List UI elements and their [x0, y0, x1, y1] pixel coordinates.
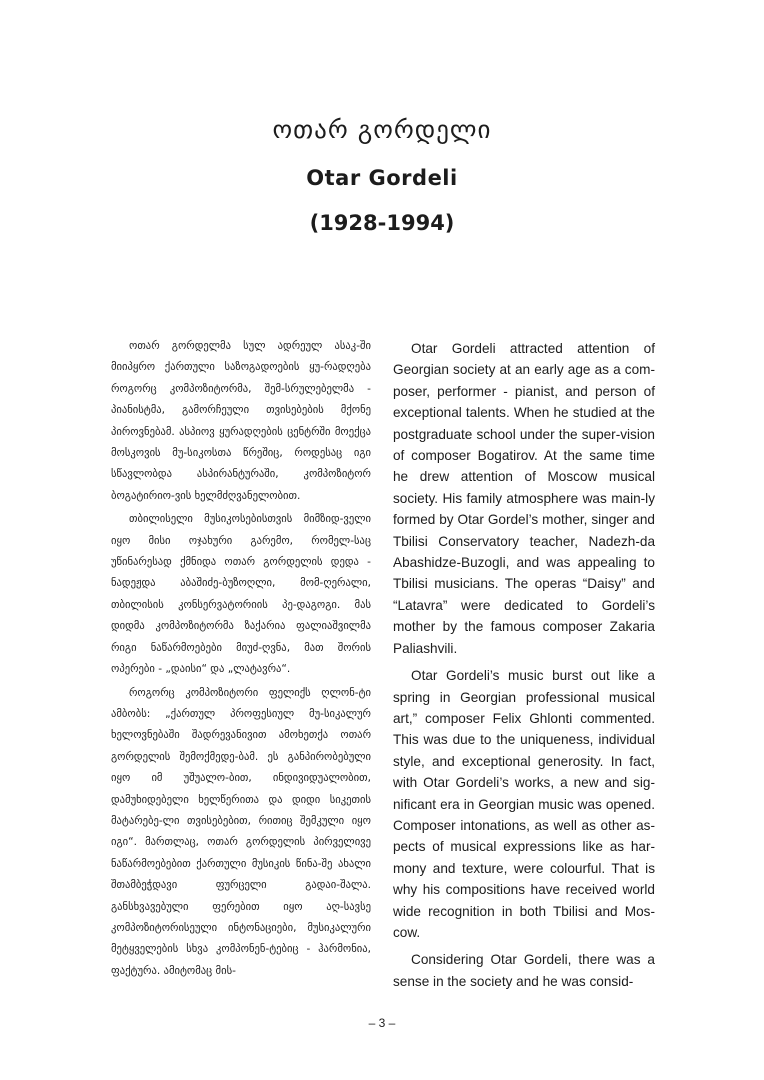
- georgian-text-column: [111, 336, 371, 984]
- georgian-paragraph: ოთარ გორდელმა სულ ადრეულ ასაკ-ში მიიპყრო ქართული საზოგადოების ყუ-რადღება როგორც კომპოზიტორმა, შემ-სრულებელმა - პიანისტმა, გამორჩეული თვისებების მქონე პიროვნებამ. ასპიოვ ყურადღების ცენტრში მოექცა მოსკოვის მუ-სიკოსთა წრეშიც, როდესაც იგი სწავლობდა ასპირანტურაში, კომპოზიტორ ბოგატირიო-ვის ხელმძღვანელობით.: [111, 340, 371, 502]
- title-years: (1928-1994): [309, 211, 455, 235]
- page-number: – 3 –: [368, 1016, 396, 1030]
- title-english: Otar Gordeli: [306, 166, 458, 190]
- english-paragraph: Otar Gordeli attracted attention of Georgian society at an early age as a com-poser, performer - pianist, and person of exceptional talents. When he studied at the postgraduate school under the super-vision of composer Bogatirov. At the same time he drew attention of Moscow musical society. His family atmosphere was main-ly formed by Otar Gordel’s mother, singer and Tbilisi Conservatory teacher, Nadezh-da Abashidze-Buzogli, and was appealing to Tbilisi musicians. The operas “Daisy” and “Latavra” were dedicated to Gordeli’s mother by the famous composer Zakaria Paliashvili.: [393, 341, 655, 656]
- georgian-paragraph: თბილისელი მუსიკოსებისთვის მიმზიდ-ველი იყო მისი ოჯახური გარემო, რომელ-საც უწინარესად ქმნიდა ოთარ გორდელის დედა - ნადეჟდა აბაშიძე-ბუზოღლი, მომ-ღერალი, თბილისის კონსერვატორიის პე-დაგოგი. მას დიდმა კომპოზიტორმა ზაქარია ფალიაშვილმა რიგი ნაწარმოებები მიუძ-ღვნა, მათ შორის ოპერები - „დაისი“ და „ლატავრა“.: [111, 513, 371, 676]
- english-text-column: [393, 338, 655, 998]
- title-georgian: ოთარ გორდელი: [272, 115, 492, 144]
- georgian-paragraph: როგორც კომპოზიტორი ფელიქს ღლონ-ტი ამბობს: „ქართულ პროფესიულ მუ-სიკალურ ხელოვნებაში შადრევანივით ამოხეთქა ოთარ გორდელის შემოქმედე-ბამ. ეს განპირობებული იყო იმ უშუალო-ბით, ინდივიდუალობით, დამუხიდებელი ხელწერითა და დიდი სიკეთის მატარებე-ლი თვისებებით, რითიც შემკული იყო იგი“. მართლაც, ოთარ გორდელის პირველივე ნაწარმოებებით ქართული მუსიკის წინა-შე ახალი შთამბეჭდავი ფურცელი გადაი-შალა. განსხვავებული ფერებით იყო აღ-სავსე კომპოზიტორისეული ინტონაციები, მუსიკალური მეტყველების სხვა კომპონენ-ტებიც - ჰარმონია, ფაქტურა. ამიტომაც მის-: [111, 686, 371, 977]
- english-paragraph: Otar Gordeli’s music burst out like a spring in Georgian professional musical art,” composer Felix Ghlonti commented. This was due to the uniqueness, individual style, and exceptional generosity. In fact, with Otar Gordeli’s works, a new and sig-nificant era in Georgian music was opened. Composer intonations, as well as other as-pects of musical expressions like as har-mony and texture, were colourful. That is why his compositions have received world wide recognition in both Tbilisi and Mos-cow.: [393, 668, 655, 940]
- english-paragraph: Considering Otar Gordeli, there was a sense in the society and he was consid-: [393, 952, 655, 989]
- title-block: [0, 100, 764, 243]
